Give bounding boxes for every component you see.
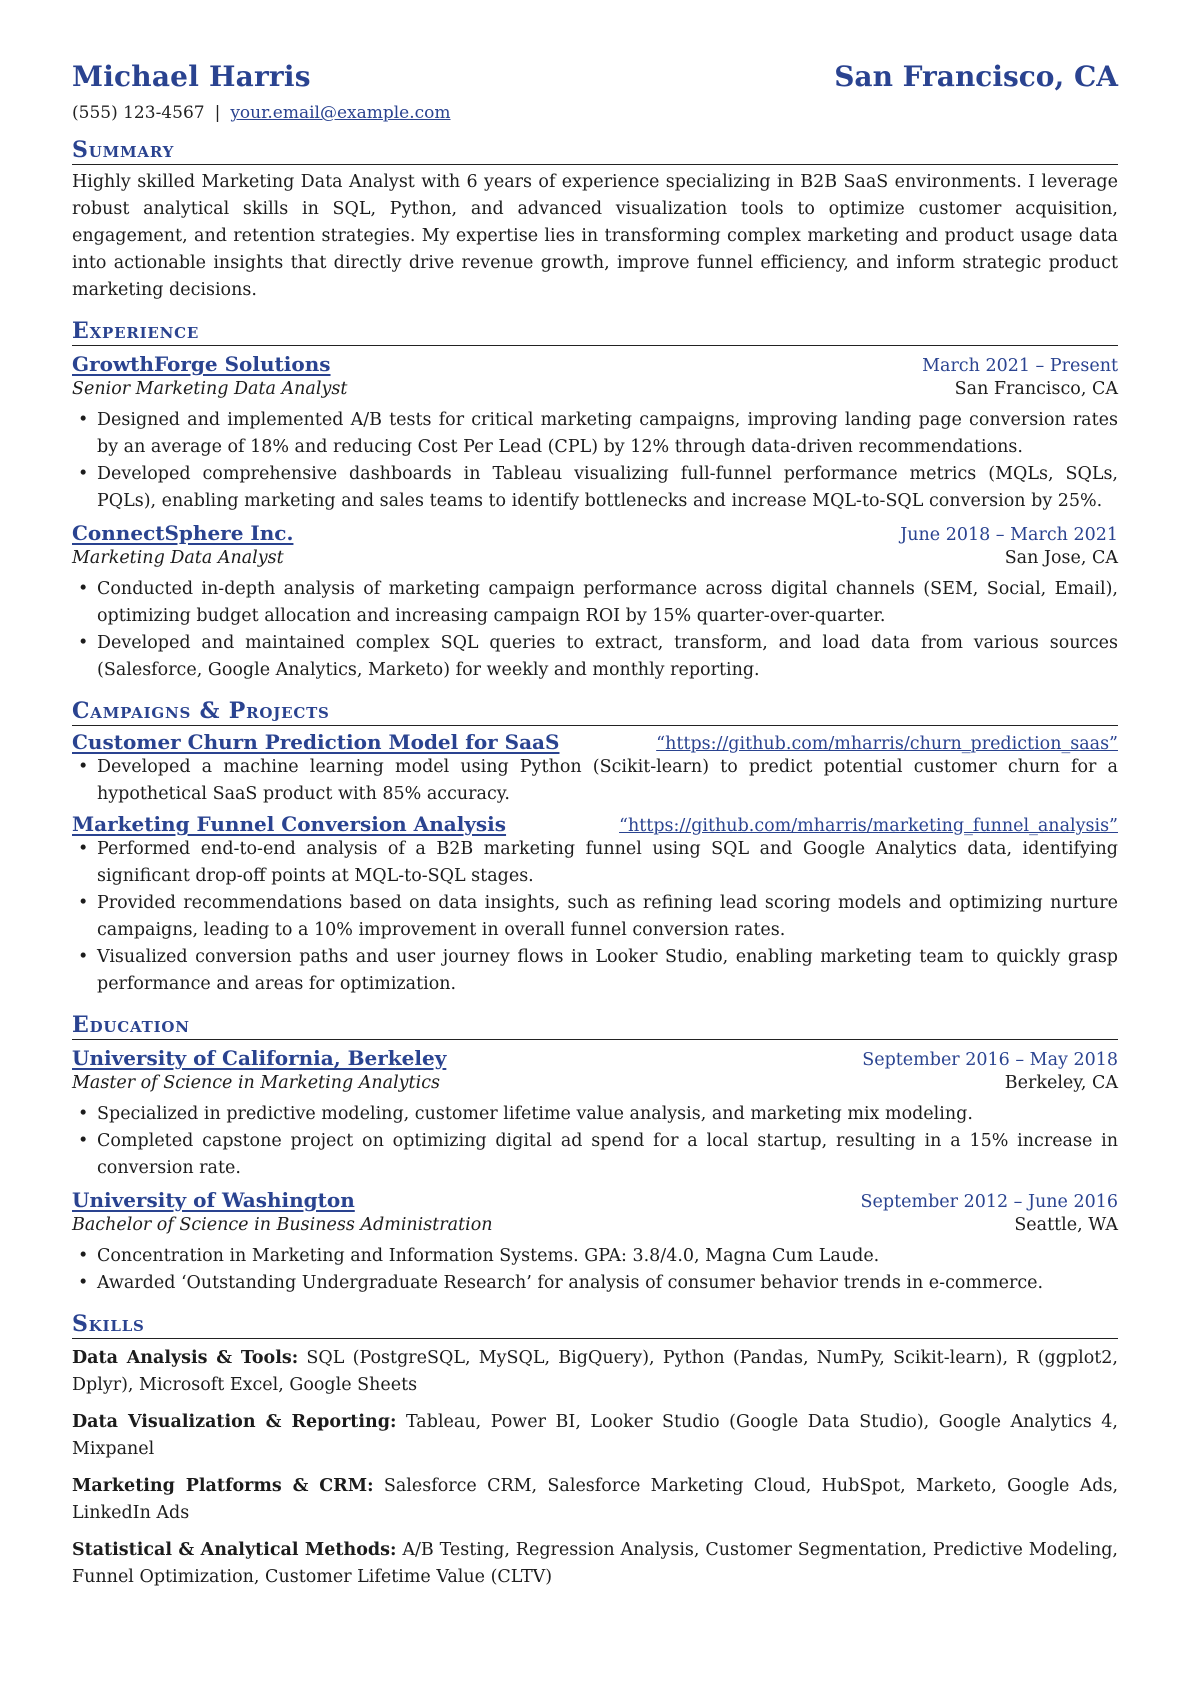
entry-header [72,1046,1118,1070]
education-entry [72,1046,1118,1182]
project-header [72,812,1118,836]
bullet-item: • Visualized conversion paths and user journey flows in Looker Studio, enabling marketing team to quickly grasp performance and areas for optimization. [72,944,1118,998]
bullet-item: • Completed capstone project on optimizing digital ad spend for a local startup, resulting in a 15% increase in conversion rate. [72,1128,1118,1182]
bullet-list [72,754,1118,808]
email-link[interactable]: your.email@example.com [230,103,451,123]
school-name[interactable]: University of Washington [72,1188,355,1212]
bullet-item: • Provided recommendations based on data insights, such as refining lead scoring models and optimizing nurture campaigns, leading to a 10% improvement in overall funnel conversion rates. [72,890,1118,944]
school-location: Berkeley, CA [1004,1073,1118,1093]
section-title-summary: Summary [72,137,1118,165]
skill-group-label: Marketing Platforms & CRM: [72,1476,374,1496]
resume-header [72,60,1118,93]
bullet-item: • Specialized in predictive modeling, customer lifetime value analysis, and marketing mix modeling. [72,1101,1118,1128]
entry-subheader [72,1073,1118,1093]
project-name[interactable]: Customer Churn Prediction Model for SaaS [72,730,560,754]
entry-header [72,1188,1118,1212]
candidate-name: Michael Harris [72,60,311,93]
job-location: San Francisco, CA [954,379,1118,399]
degree-title: Master of Science in Marketing Analytics [72,1073,440,1093]
skill-group [72,1409,1118,1463]
bullet-list [72,576,1118,684]
skill-group [72,1345,1118,1399]
entry-subheader [72,379,1118,399]
bullet-item: • Developed a machine learning model using Python (Scikit-learn) to predict potential customer churn for a hypothetical SaaS product with 85% accuracy. [72,754,1118,808]
experience-entry [72,521,1118,684]
project-entry [72,730,1118,808]
project-header [72,730,1118,754]
company-name[interactable]: ConnectSphere Inc. [72,521,294,545]
job-title: Senior Marketing Data Analyst [72,379,348,399]
skill-group [72,1537,1118,1591]
bullet-item: • Awarded ‘Outstanding Undergraduate Research’ for analysis of consumer behavior trends in e-commerce. [72,1270,1118,1297]
skill-group-items: A/B Testing, Regression Analysis, Customer Segmentation, Predictive Modeling, Funnel Optimization, Customer Lifetime Value (CLTV) [72,1540,1118,1587]
bullet-list [72,407,1118,515]
candidate-location: San Francisco, CA [834,60,1118,93]
bullet-item: • Designed and implemented A/B tests for critical marketing campaigns, improving landing page conversion rates by an average of 18% and reducing Cost Per Lead (CPL) by 12% through data-driven recommendations. [72,407,1118,461]
bullet-item: • Concentration in Marketing and Information Systems. GPA: 3.8/4.0, Magna Cum Laude. [72,1243,1118,1270]
company-name[interactable]: GrowthForge Solutions [72,352,331,376]
bullet-list [72,1101,1118,1182]
bullet-item: • Developed comprehensive dashboards in Tableau visualizing full-funnel performance metrics (MQLs, SQLs, PQLs), enabling marketing and sales teams to identify bottlenecks and increase MQL-to-SQL conversion by 25%. [72,461,1118,515]
skill-group-items: SQL (PostgreSQL, MySQL, BigQuery), Python (Pandas, NumPy, Scikit-learn), R (ggplot2, Dplyr), Microsoft Excel, Google Sheets [72,1348,1118,1395]
project-link[interactable]: “https://github.com/mharris/marketing_funnel_analysis” [619,816,1118,836]
summary-text: Highly skilled Marketing Data Analyst with 6 years of experience specializing in B2B SaaS environments. I leverage robust analytical skills in SQL, Python, and advanced visualization tools to optimize customer acquisition, engagement, and retention strategies. My expertise lies in transforming complex marketing and product usage data into actionable insights that directly drive revenue growth, improve funnel efficiency, and inform strategic product marketing decisions. [72,172,1118,300]
entry-subheader [72,548,1118,568]
education-entry [72,1188,1118,1297]
school-location: Seattle, WA [1014,1215,1118,1235]
contact-line [72,103,1118,123]
entry-header [72,352,1118,376]
section-title-experience: Experience [72,318,1118,346]
skill-group-label: Statistical & Analytical Methods: [72,1540,397,1560]
bullet-item: • Developed and maintained complex SQL queries to extract, transform, and load data from various sources (Salesforce, Google Analytics, Marketo) for weekly and monthly reporting. [72,630,1118,684]
bullet-item: • Performed end-to-end analysis of a B2B marketing funnel using SQL and Google Analytics data, identifying significant drop-off points at MQL-to-SQL stages. [72,836,1118,890]
section-title-skills: Skills [72,1311,1118,1339]
section-title-education: Education [72,1012,1118,1040]
skill-group-label: Data Visualization & Reporting: [72,1412,397,1432]
project-name[interactable]: Marketing Funnel Conversion Analysis [72,812,507,836]
study-dates: September 2016 – May 2018 [862,1050,1118,1070]
entry-subheader [72,1215,1118,1235]
skill-group-items: Tableau, Power BI, Looker Studio (Google Data Studio), Google Analytics 4, Mixpanel [72,1412,1118,1459]
job-location: San Jose, CA [1004,548,1118,568]
skill-group-label: Data Analysis & Tools: [72,1348,299,1368]
skill-group-items: Salesforce CRM, Salesforce Marketing Cloud, HubSpot, Marketo, Google Ads, LinkedIn Ads [72,1476,1119,1523]
bullet-item: • Conducted in-depth analysis of marketing campaign performance across digital channels (SEM, Social, Email), optimizing budget allocation and increasing campaign ROI by 15% quarter-over-quarter. [72,576,1118,630]
skill-group [72,1473,1118,1527]
study-dates: September 2012 – June 2016 [860,1192,1118,1212]
entry-header [72,521,1118,545]
job-title: Marketing Data Analyst [72,548,284,568]
project-entry [72,812,1118,998]
project-link[interactable]: “https://github.com/mharris/churn_prediction_saas” [656,734,1118,754]
school-name[interactable]: University of California, Berkeley [72,1046,447,1070]
employment-dates: June 2018 – March 2021 [900,525,1118,545]
bullet-list [72,1243,1118,1297]
phone-number: (555) 123-4567 [72,103,205,123]
contact-separator: | [214,103,221,123]
degree-title: Bachelor of Science in Business Administration [72,1215,493,1235]
employment-dates: March 2021 – Present [922,356,1118,376]
experience-entry [72,352,1118,515]
section-title-projects: Campaigns & Projects [72,698,1118,726]
bullet-list [72,836,1118,998]
